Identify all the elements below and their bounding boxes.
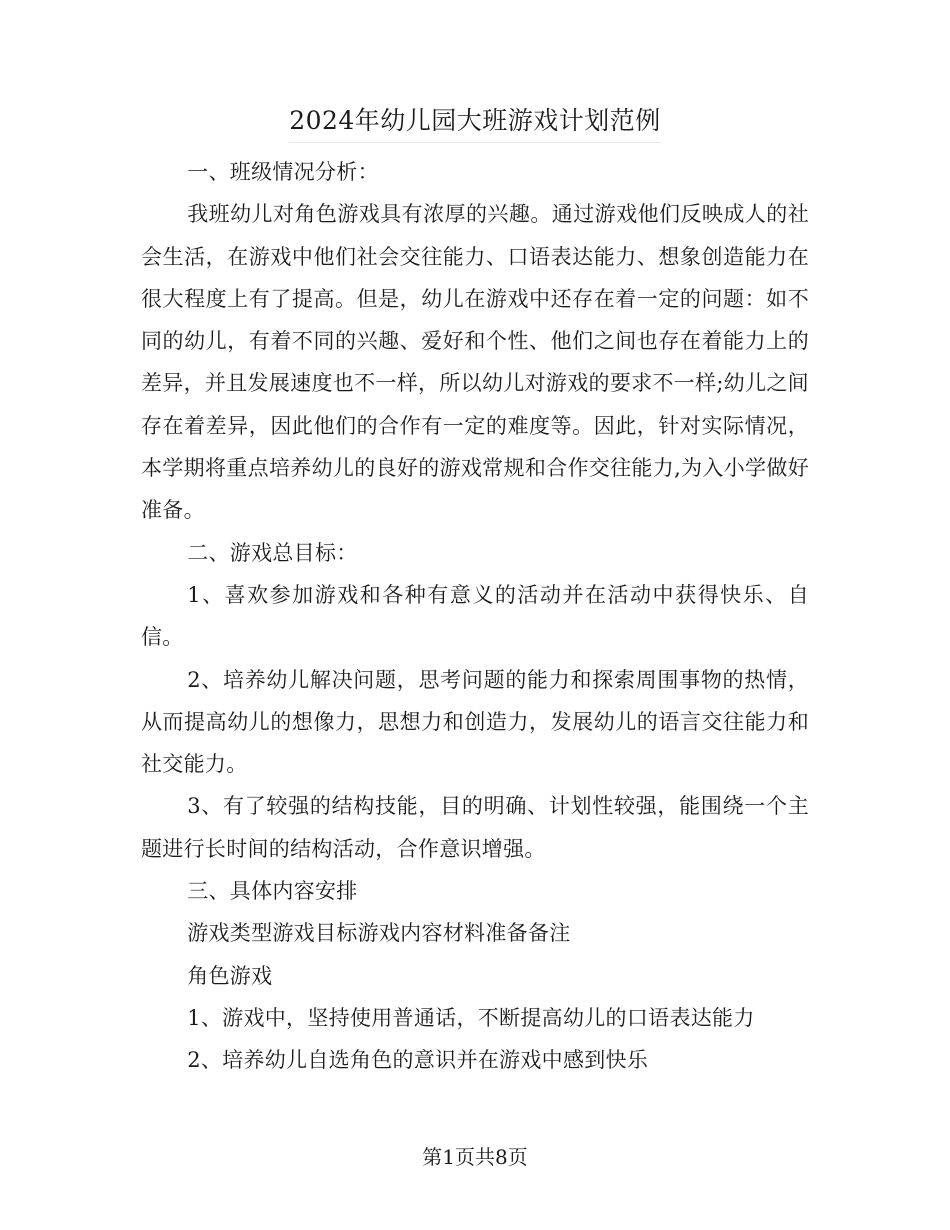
table-header-row: 游戏类型游戏目标游戏内容材料准备备注 bbox=[187, 921, 571, 946]
section-heading-class-analysis: 一、班级情况分析： bbox=[187, 160, 379, 184]
page-number-footer: 第1页共8页 bbox=[422, 1145, 528, 1169]
document-title-text: 2024年幼儿园大班游戏计划范例 bbox=[289, 104, 661, 143]
role-play-item-2: 2、培养幼儿自选角色的意识并在游戏中感到快乐 bbox=[187, 1048, 649, 1073]
goal-item-3: 3、有了较强的结构技能，目的明确、计划性较强，能围绕一个主题进行长时间的结构活动，合作意识增强。 bbox=[141, 794, 809, 861]
document-title bbox=[0, 104, 950, 143]
game-type-role-play: 角色游戏 bbox=[187, 963, 273, 988]
goal-item-2: 2、培养幼儿解决问题，思考问题的能力和探索周围事物的热情，从而提高幼儿的想像力，思想力和创造力，发展幼儿的语言交往能力和社交能力。 bbox=[141, 667, 809, 777]
role-play-item-1: 1、游戏中，坚持使用普通话，不断提高幼儿的口语表达能力 bbox=[187, 1005, 755, 1030]
document-body bbox=[141, 151, 809, 1082]
paragraph-class-analysis: 我班幼儿对角色游戏具有浓厚的兴趣。通过游戏他们反映成人的社会生活，在游戏中他们社会交往能力、口语表达能力、想象创造能力在很大程度上有了提高。但是，幼儿在游戏中还存在着一定的问题：如不同的幼儿，有着不同的兴趣、爱好和个性、他们之间也存在着能力上的差异，并且发展速度也不一样，所以幼儿对游戏的要求不一样;幼儿之间存在着差异，因此他们的合作有一定的难度等。因此，针对实际情况，本学期将重点培养幼儿的良好的游戏常规和合作交往能力,为入小学做好准备。 bbox=[141, 202, 809, 523]
section-heading-content-arrangement: 三、具体内容安排 bbox=[187, 879, 358, 904]
goal-item-1: 1、喜欢参加游戏和各种有意义的活动并在活动中获得快乐、自信。 bbox=[141, 582, 809, 650]
section-heading-overall-goals: 二、游戏总目标： bbox=[187, 540, 358, 565]
